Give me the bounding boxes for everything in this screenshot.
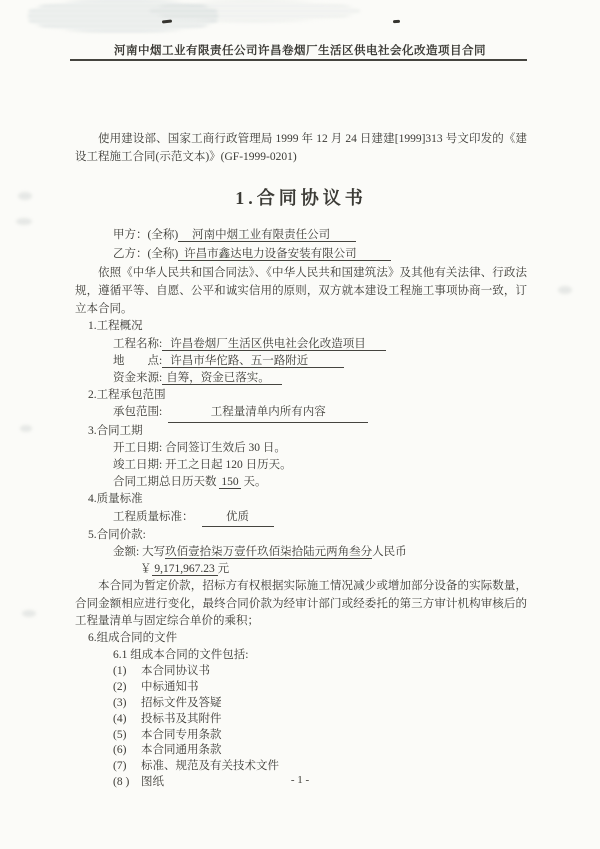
list-item [113, 759, 527, 775]
party-a-line [113, 226, 527, 245]
total-days-prefix: 合同工期总日历天数 [113, 476, 220, 489]
list-item-number: (5) [113, 728, 127, 741]
scan-speck [20, 425, 32, 432]
preamble-paragraph: 依照《中华人民共和国合同法》、《中华人民共和国建筑法》及其他有关法律、行政法规，遵循平等、自愿、公平和诚实信用的原则，双方就本建设工程施工事项协商一致，订立本合同。 [75, 267, 527, 315]
list-item-text: 本合同专用条款 [141, 728, 222, 741]
scan-smudge [150, 0, 360, 22]
party-b-line [113, 245, 527, 264]
amount-prefix: 金额: 大写 [113, 546, 166, 559]
list-item-text: 图纸 [141, 776, 164, 789]
scan-speck [18, 192, 32, 200]
parties-block [113, 226, 527, 263]
party-b-label: 乙方：(全称) [113, 247, 179, 260]
list-item-text: 本合同协议书 [141, 665, 210, 678]
contract-documents-list [113, 664, 527, 790]
total-days-suffix: 天。 [240, 476, 267, 489]
scope-value: 工程量清单内所有内容 [168, 404, 368, 422]
document-title: 1.合同协议书 [235, 188, 367, 208]
list-item-text: 招标文件及答疑 [141, 697, 222, 710]
funding-value: 自筹，资金已落实。 [162, 372, 282, 385]
list-item [113, 696, 527, 712]
amount-figures-value: 9,171,967.23 [151, 563, 218, 576]
price-note-paragraph: 本合同为暂定价款，招标方有权根据实际施工情况减少或增加部分设备的实际数量，合同金额相应进行变化，最终合同价款为经审计部门或经委托的第三方审计机构审核后的工程量清单与固定综合单价的乘积； [75, 580, 527, 627]
list-item [113, 664, 527, 680]
section-6-heading: 6.组成合同的文件 [88, 632, 178, 645]
project-name-value: 许昌卷烟厂生活区供电社会化改造项目 [162, 338, 386, 351]
section-5-heading: 5.合同价款: [88, 528, 146, 541]
list-item-number: (3) [113, 697, 127, 710]
scan-speck [16, 218, 32, 225]
page-number: - 1 - [290, 774, 310, 786]
quality-value: 优质 [202, 509, 274, 527]
scope-label: 承包范围: [113, 406, 163, 419]
contract-sections [75, 318, 527, 790]
quality-row [113, 509, 527, 527]
location-row [113, 353, 527, 370]
contract-body [75, 130, 527, 791]
amount-suffix: 人民币 [372, 546, 407, 559]
currency-symbol: ￥ [140, 563, 152, 576]
section-3-heading: 3.合同工期 [88, 424, 143, 437]
amount-capital-value: 玖佰壹拾柒万壹仟玖佰柒拾陆元两角叁分 [165, 546, 373, 559]
amount-figures-row [140, 561, 527, 578]
scan-smudge [28, 0, 218, 32]
project-name-label: 工程名称: [113, 337, 163, 350]
list-item-number: (1) [113, 665, 127, 678]
scope-row [113, 404, 527, 422]
list-item [113, 743, 527, 759]
list-item-number: (7) [113, 760, 127, 773]
list-item-number: (6) [113, 744, 127, 757]
scan-speck [558, 286, 572, 294]
funding-row [113, 370, 527, 387]
finish-date-row: 竣工日期: 开工之日起 120 日历天。 [113, 459, 292, 472]
party-b-value: 许昌市鑫达电力设备安装有限公司 [178, 248, 391, 261]
section-4-heading: 4.质量标准 [88, 493, 143, 506]
amount-capital-row [113, 544, 527, 561]
intro-paragraph: 使用建设部、国家工商行政管理局 1999 年 12 月 24 日建建[1999]313 号文印发的《建设工程施工合同(示范文本)》(GF-1999-0201) [75, 133, 527, 163]
total-days-value: 150 [221, 476, 239, 489]
party-a-value: 河南中烟工业有限责任公司 [178, 229, 356, 242]
scan-speck [22, 610, 36, 617]
total-days-row [113, 474, 527, 491]
scan-speck [162, 19, 172, 23]
location-label: 地 点: [113, 354, 163, 367]
start-date-row: 开工日期: 合同签订生效后 30 日。 [113, 441, 286, 454]
list-item [113, 712, 527, 728]
list-item-number: (2) [113, 681, 127, 694]
amount-unit: 元 [217, 563, 230, 576]
location-value: 许昌市华佗路、五一路附近 [162, 355, 344, 368]
list-item [113, 728, 527, 744]
running-header-title: 河南中烟工业有限责任公司许昌卷烟厂生活区供电社会化改造项目合同 [114, 45, 486, 57]
section-2-heading: 2.工程承包范围 [88, 389, 166, 402]
list-item-text: 标准、规范及有关技术文件 [141, 760, 279, 773]
quality-label: 工程质量标准： [113, 510, 194, 523]
funding-label: 资金来源: [113, 372, 163, 384]
list-item-text: 投标书及其附件 [141, 712, 222, 725]
section-1-heading: 1.工程概况 [88, 320, 143, 333]
scan-speck [393, 20, 400, 23]
section-6-1-line: 6.1 组成本合同的文件包括: [113, 649, 249, 662]
party-a-label: 甲方：(全称) [113, 229, 179, 241]
list-item-number: (8 ) [113, 776, 130, 789]
list-item-text: 中标通知书 [141, 681, 199, 694]
header-rule [70, 59, 527, 61]
list-item-number: (4) [113, 712, 127, 725]
list-item-text: 本合同通用条款 [141, 744, 222, 757]
project-name-row [113, 336, 527, 353]
list-item [113, 680, 527, 696]
